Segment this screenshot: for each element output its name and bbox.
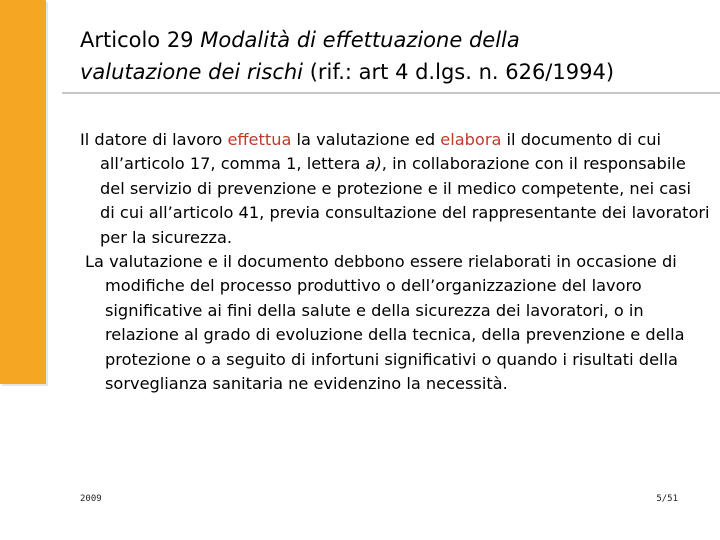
- p1-part1: Il datore di lavoro: [80, 130, 228, 149]
- p1-highlight-effettua: effettua: [227, 130, 292, 149]
- p1-part4: , in collaborazione con il responsabile del servizio di prevenzione e protezione e il medico competente, nei casi di cui all’articolo 41, previa consultazione del rappresentante dei lavoratori per la sicurezza.: [100, 154, 710, 247]
- p1-letter: a): [365, 154, 382, 174]
- footer-year: 2009: [80, 494, 102, 504]
- title-divider: [62, 92, 720, 94]
- p1-highlight-elabora: elabora: [440, 130, 502, 149]
- page-number: 5/51: [656, 494, 678, 504]
- title-heading-line2: valutazione dei rischi: [80, 60, 304, 84]
- title-heading-line1: Modalità di effettuazione della: [200, 28, 520, 52]
- title-article: Articolo 29: [80, 28, 194, 52]
- paragraph-1: [80, 128, 710, 250]
- p1-part3: il documento di cui all’articolo 17, comma 1, lettera: [100, 130, 661, 174]
- accent-bar: [0, 0, 46, 384]
- slide-title: [80, 24, 700, 88]
- body-text: [80, 128, 710, 396]
- title-reference: (rif.: art 4 d.lgs. n. 626/1994): [309, 60, 615, 84]
- paragraph-2: La valutazione e il documento debbono essere rielaborati in occasione di modifiche del processo produttivo o dell’organizzazione del lavoro significative ai fini della salute e della sicurezza dei lavoratori, o in relazione al grado di evoluzione della tecnica, della prevenzione e della protezione o a seguito di infortuni significativi o quando i risultati della sorveglianza sanitaria ne evidenzino la necessità.: [85, 252, 685, 394]
- p1-part2: la valutazione ed: [291, 130, 441, 149]
